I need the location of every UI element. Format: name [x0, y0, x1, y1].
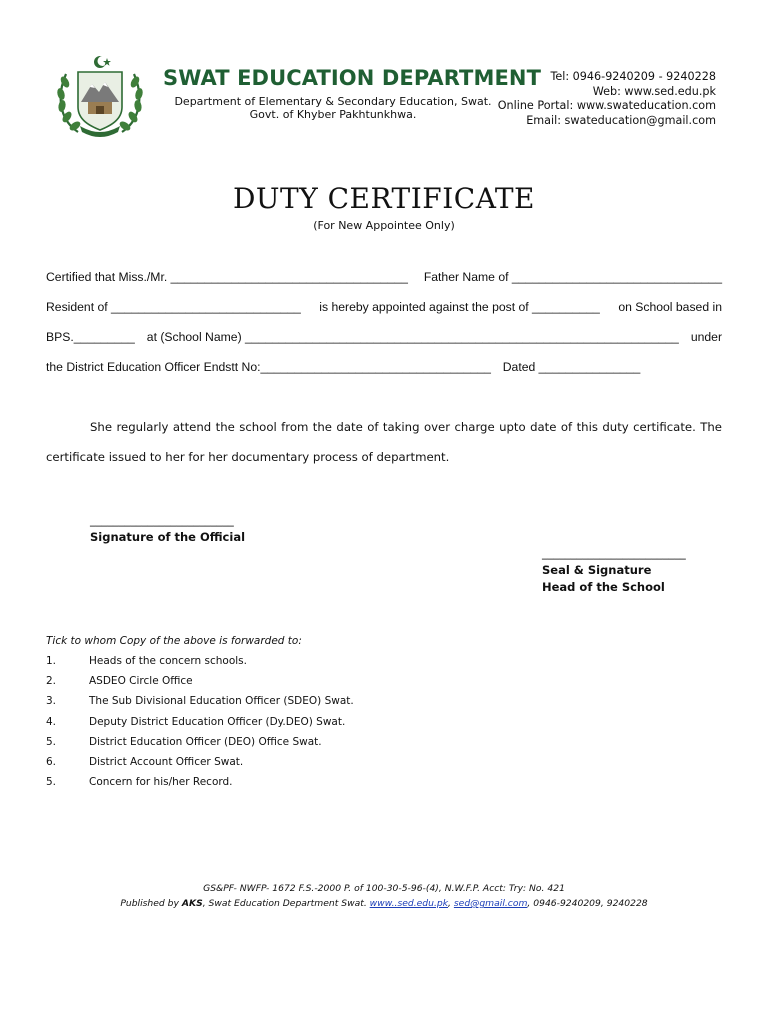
footer-published-prefix: Published by — [120, 898, 179, 909]
official-signature-block — [90, 512, 245, 546]
list-item-number: 3. — [46, 695, 57, 708]
footer-publisher: AKS — [181, 898, 203, 909]
appointee-name-field: Certified that Miss./Mr. ___________________________________ — [46, 270, 408, 284]
resident-field: Resident of ____________________________ — [46, 300, 301, 314]
document-subtitle: (For New Appointee Only) — [313, 219, 455, 232]
certificate-line-3 — [46, 330, 722, 344]
forward-list — [46, 655, 354, 796]
certificate-line-1 — [46, 270, 722, 284]
list-item — [46, 655, 354, 675]
official-signature-label: Signature of the Official — [90, 530, 246, 544]
government-emblem-icon — [50, 52, 150, 142]
document-title: DUTY CERTIFICATE — [232, 182, 535, 215]
list-item-number: 5. — [46, 735, 57, 748]
list-item-text: ASDEO Circle Office — [89, 675, 193, 688]
forward-title: Tick to whom Copy of the above is forwarded to: — [46, 635, 302, 647]
list-item-text: Concern for his/her Record. — [89, 776, 233, 789]
list-item-number: 4. — [46, 715, 57, 728]
certificate-line-2 — [46, 300, 722, 314]
department-subtitle-line1: Department of Elementary & Secondary Education, Swat. — [174, 95, 492, 108]
department-title: SWAT EDUCATION DEPARTMENT — [163, 66, 542, 90]
list-item — [46, 736, 354, 756]
list-item — [46, 695, 354, 715]
list-item-text: Heads of the concern schools. — [89, 655, 247, 667]
contact-block — [498, 70, 716, 128]
contact-portal: Online Portal: www.swateducation.com — [497, 99, 716, 112]
list-item — [46, 776, 354, 796]
contact-web: Web: www.sed.edu.pk — [592, 84, 716, 98]
post-field: is hereby appointed against the post of __________ — [319, 300, 600, 314]
list-item — [46, 675, 354, 695]
seal-signature-label: Seal & Signature — [542, 563, 652, 577]
footer-comma: , — [448, 898, 451, 909]
under-text: under — [690, 330, 722, 344]
footer-line-1: GS&PF- NWFP- 1672 F.S.-2000 P. of 100-30-5-96-(4), N.W.F.P. Acct: Try: No. 421 — [203, 883, 565, 894]
list-item-text: District Education Officer (DEO) Office Swat. — [89, 735, 322, 748]
letterhead — [0, 0, 768, 150]
contact-email: Email: swateducation@gmail.com — [526, 113, 716, 127]
list-item — [46, 756, 354, 776]
bps-field: BPS._________ — [46, 330, 135, 344]
department-subtitle — [163, 95, 503, 121]
school-based-text: on School based in — [618, 300, 722, 314]
certificate-line-4 — [46, 360, 722, 374]
head-of-school-label: Head of the School — [542, 580, 665, 594]
footer-website-link[interactable]: www..sed.edu.pk — [369, 898, 449, 909]
list-item-number: 6. — [46, 755, 57, 768]
list-item-text: The Sub Divisional Education Officer (SDEO) Swat. — [89, 695, 354, 708]
endstt-field: the District Education Officer Endstt No:__________________________________ — [46, 360, 491, 374]
father-name-field: Father Name of _______________________________ — [423, 270, 722, 284]
list-item-number: 5. — [46, 776, 57, 789]
department-subtitle-line2: Govt. of Khyber Pakhtunkhwa. — [249, 108, 417, 121]
footer-phones: , 0946-9240209, 9240228 — [527, 898, 648, 909]
official-signature-line: _________________________ — [90, 513, 234, 527]
dated-field: Dated _______________ — [502, 360, 641, 374]
school-name-field: at (School Name) ________________________________________________________________ — [146, 330, 679, 344]
certificate-paragraph: She regularly attend the school from the date of taking over charge upto date of this duty certificate. The certificate issued to her for her documentary process of department. — [46, 420, 722, 464]
list-item-number: 2. — [46, 675, 57, 688]
list-item-number: 1. — [46, 655, 57, 667]
list-item-text: District Account Officer Swat. — [89, 755, 244, 768]
head-signature-block — [542, 545, 686, 596]
footer-email-link[interactable]: sed@gmail.com — [453, 898, 528, 909]
contact-tel: Tel: 0946-9240209 - 9240228 — [550, 70, 716, 83]
list-item-text: Deputy District Education Officer (Dy.DEO) Swat. — [89, 715, 346, 728]
head-signature-line: _________________________ — [542, 546, 686, 560]
list-item — [46, 716, 354, 736]
footer-line-2 — [0, 898, 768, 909]
footer-published-middle: , Swat Education Department Swat. — [202, 898, 367, 909]
